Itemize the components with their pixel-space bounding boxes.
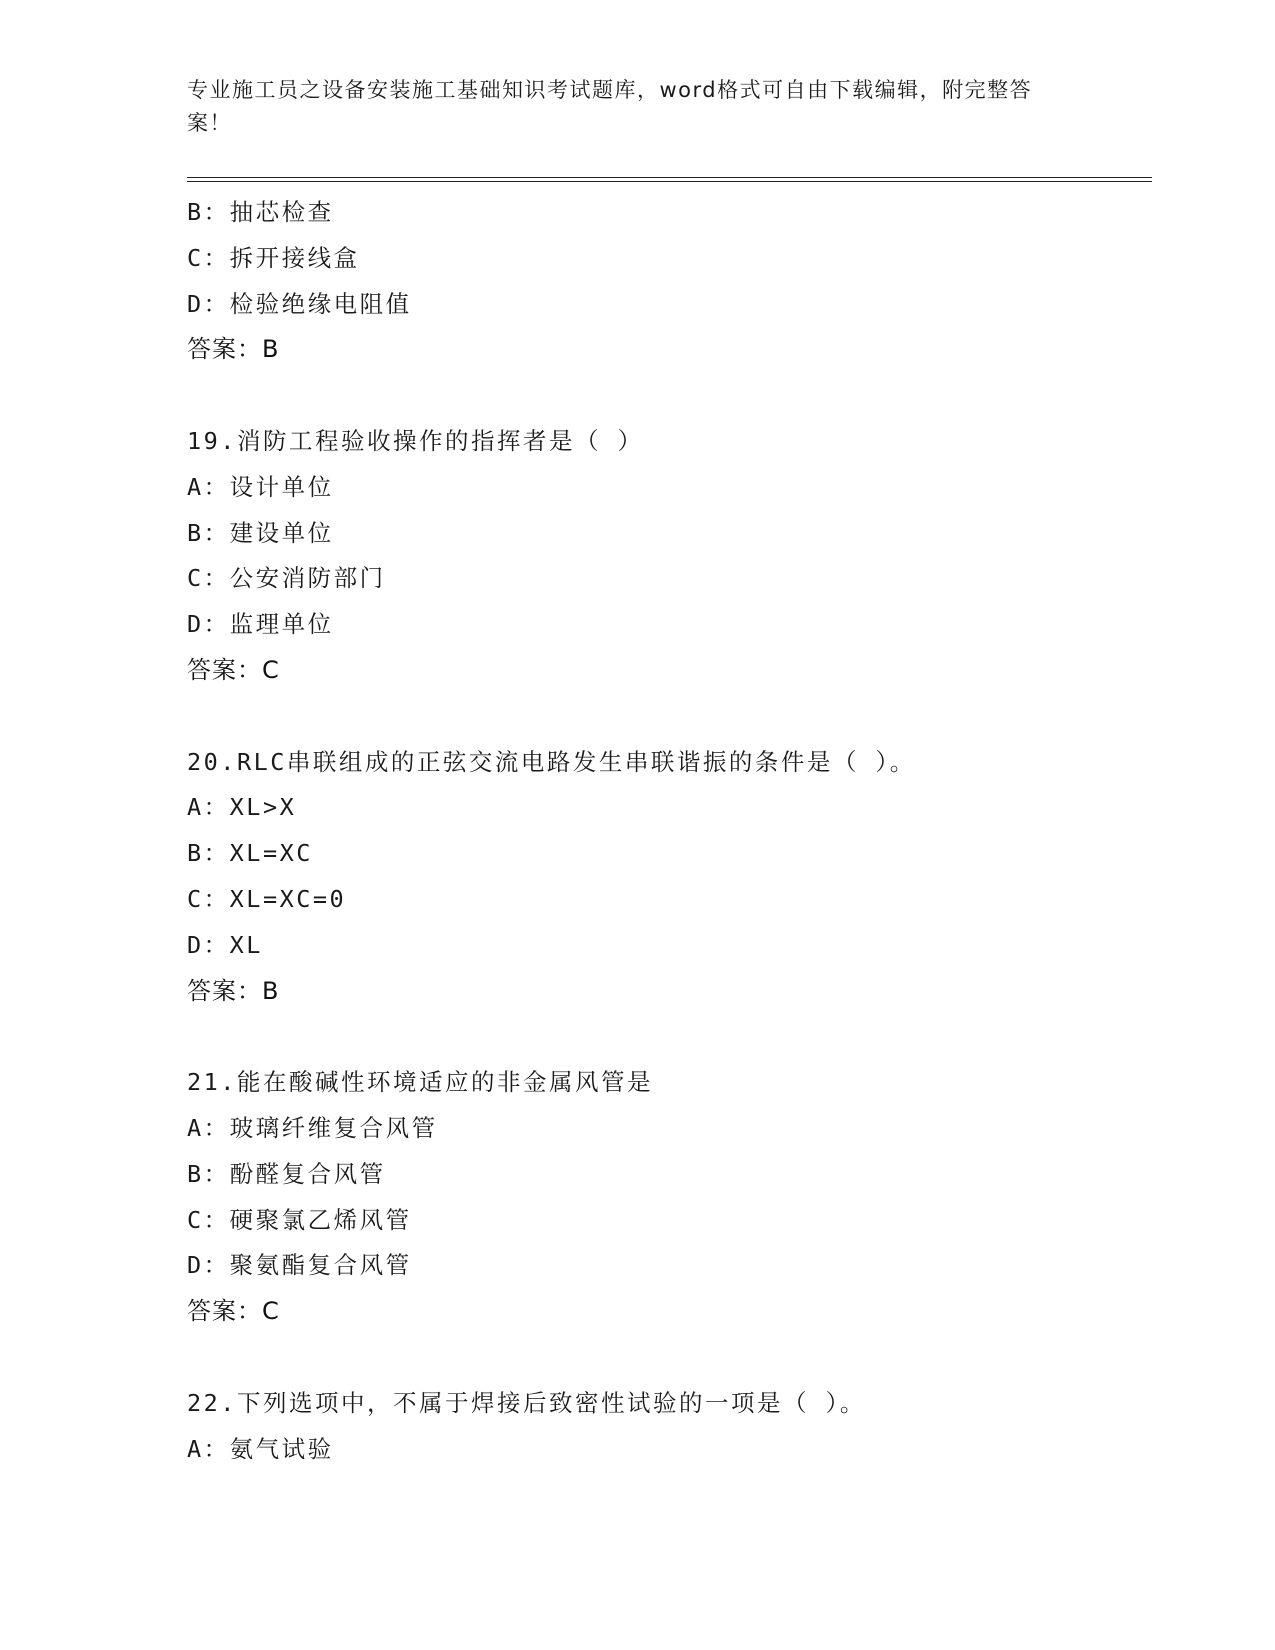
answer-value: C: [262, 655, 280, 684]
question-stem: [187, 1381, 1147, 1427]
option-letter: A：: [187, 793, 230, 822]
option-row: [187, 282, 1147, 328]
option-text: 酚醛复合风管: [229, 1159, 386, 1188]
option-row: [187, 556, 1147, 602]
option-row: [187, 831, 1147, 877]
option-row: [187, 190, 1147, 236]
option-row: [187, 877, 1147, 923]
option-text: XL=XC=0: [229, 884, 347, 913]
spacer: [187, 373, 1147, 419]
option-row: [187, 511, 1147, 557]
option-row: [187, 923, 1147, 969]
question-text: 消防工程验收操作的指挥者是（ ）: [236, 426, 644, 455]
option-letter: B：: [187, 198, 230, 226]
option-text: 抽芯检查: [229, 198, 334, 226]
option-row: [187, 1106, 1147, 1152]
answer-label: 答案：: [187, 1297, 262, 1326]
question-number: 21.: [187, 1068, 237, 1097]
option-text: 设计单位: [229, 472, 334, 501]
spacer: [187, 1335, 1147, 1381]
option-text: XL=XC: [229, 839, 313, 868]
answer-row: [187, 969, 1147, 1015]
option-text: 建设单位: [229, 518, 334, 547]
option-text: 拆开接线盒: [229, 243, 360, 272]
question-text: RLC串联组成的正弦交流电路发生串联谐振的条件是（ ）。: [236, 747, 916, 776]
option-letter: B：: [187, 518, 230, 547]
question-number: 19.: [187, 426, 237, 455]
answer-row: [187, 1289, 1147, 1335]
option-letter: D：: [187, 289, 230, 318]
question-list: [187, 190, 1147, 1472]
header-rule-bottom: [187, 181, 1152, 182]
answer-label: 答案：: [187, 976, 262, 1005]
question-stem: [187, 740, 1147, 786]
option-row: [187, 1427, 1147, 1473]
question-stem: [187, 1060, 1147, 1106]
option-letter: C：: [187, 243, 230, 272]
question-stem: [187, 419, 1147, 465]
option-text: 氨气试验: [229, 1434, 334, 1463]
question-number: 22.: [187, 1388, 237, 1417]
option-row: [187, 236, 1147, 282]
answer-label: 答案：: [187, 655, 262, 684]
option-letter: C：: [187, 1205, 230, 1234]
option-letter: A：: [187, 472, 230, 501]
question-text: 下列选项中，不属于焊接后致密性试验的一项是（ ）。: [236, 1388, 866, 1417]
page-header: [187, 74, 1067, 140]
option-row: [187, 785, 1147, 831]
answer-label: 答案：: [187, 335, 262, 364]
option-row: [187, 602, 1147, 648]
option-text: 监理单位: [229, 610, 334, 639]
answer-value: C: [262, 1297, 280, 1326]
option-text: 聚氨酯复合风管: [229, 1251, 412, 1280]
option-row: [187, 1152, 1147, 1198]
question-text: 能在酸碱性环境适应的非金属风管是: [236, 1068, 653, 1097]
option-letter: C：: [187, 564, 230, 593]
option-letter: A：: [187, 1434, 230, 1463]
answer-value: B: [262, 976, 280, 1005]
option-text: 公安消防部门: [229, 564, 386, 593]
option-text: 检验绝缘电阻值: [229, 289, 412, 318]
option-letter: B：: [187, 839, 230, 868]
option-letter: B：: [187, 1159, 230, 1188]
option-letter: D：: [187, 1251, 230, 1280]
answer-row: [187, 648, 1147, 694]
option-text: 硬聚氯乙烯风管: [229, 1205, 412, 1234]
option-letter: A：: [187, 1113, 230, 1142]
option-row: [187, 465, 1147, 511]
option-text: XL: [229, 930, 263, 959]
document-title: 专业施工员之设备安装施工基础知识考试题库，word格式可自由下载编辑，附完整答案！: [187, 78, 1033, 135]
option-text: 玻璃纤维复合风管: [229, 1113, 438, 1142]
answer-row: [187, 327, 1147, 373]
spacer: [187, 694, 1147, 740]
option-letter: D：: [187, 610, 230, 639]
answer-value: B: [262, 335, 280, 364]
option-text: XL>X: [229, 793, 297, 822]
spacer: [187, 1014, 1147, 1060]
option-row: [187, 1198, 1147, 1244]
option-row: [187, 1243, 1147, 1289]
option-letter: D：: [187, 930, 230, 959]
question-number: 20.: [187, 747, 237, 776]
header-rule-top: [187, 177, 1152, 178]
option-letter: C：: [187, 884, 230, 913]
